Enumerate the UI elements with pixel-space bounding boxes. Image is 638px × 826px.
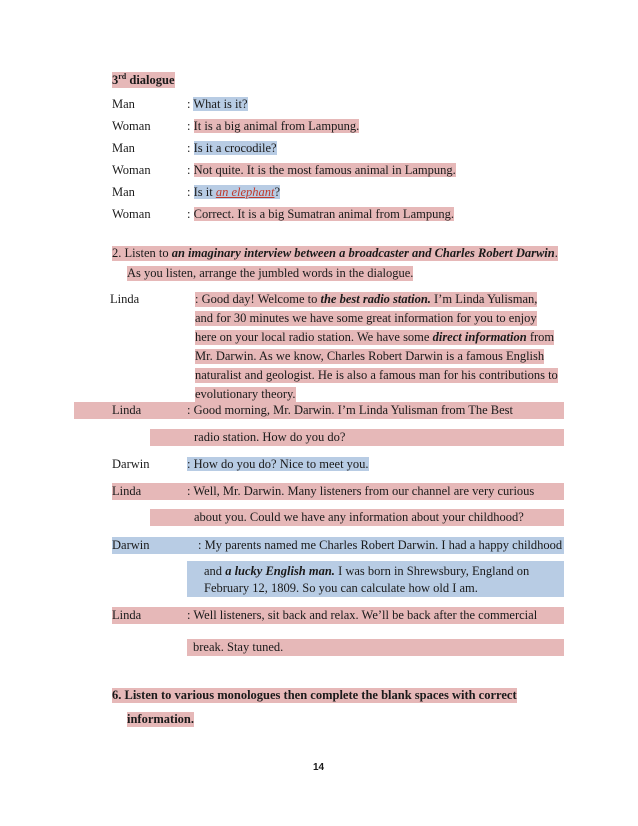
dialogue-line: : Correct. It is a big Sumatran animal from Lampung. bbox=[187, 207, 454, 221]
section-6-heading-cont: information. bbox=[127, 712, 195, 726]
intro-line: naturalist and geologist. He is also a famous man for his contributions to bbox=[195, 368, 558, 382]
section-2-instruction: As you listen, arrange the jumbled words in the dialogue. bbox=[127, 266, 414, 280]
speaker: Man bbox=[112, 185, 135, 199]
speaker: Darwin bbox=[112, 538, 150, 552]
section-6-heading: 6. Listen to various monologues then complete the blank spaces with correct bbox=[112, 688, 517, 702]
section-2-heading: 2. Listen to an imaginary interview between a broadcaster and Charles Robert Darwin. bbox=[112, 246, 558, 260]
dialogue-line: : Good morning, Mr. Darwin. I’m Linda Yulisman from The Best bbox=[187, 403, 514, 417]
dialogue-line: : Is it an elephant? bbox=[187, 185, 281, 199]
speaker: Linda bbox=[112, 403, 142, 417]
intro-line: evolutionary theory. bbox=[195, 387, 296, 401]
speaker: Linda bbox=[112, 484, 142, 498]
dialogue-line: : Is it a crocodile? bbox=[187, 141, 277, 155]
dialogue-line: : What is it? bbox=[187, 97, 248, 111]
dialogue-line: : Not quite. It is the most famous animal in Lampung. bbox=[187, 163, 456, 177]
dialogue-line: about you. Could we have any information about your childhood? bbox=[194, 510, 524, 524]
dialogue-line: : It is a big animal from Lampung. bbox=[187, 119, 360, 133]
dialogue-line: : Well listeners, sit back and relax. We’ll be back after the commercial bbox=[187, 608, 538, 622]
page-number: 14 bbox=[313, 762, 325, 773]
dialogue-line: : Well, Mr. Darwin. Many listeners from our channel are very curious bbox=[187, 484, 535, 498]
intro-line: : Good day! Welcome to the best radio station. I’m Linda Yulisman, bbox=[195, 292, 538, 306]
speaker: Linda bbox=[112, 608, 142, 622]
dialogue-line: : How do you do? Nice to meet you. bbox=[187, 457, 369, 471]
intro-line: and for 30 minutes we have some great information for you to enjoy bbox=[195, 311, 537, 325]
dialogue-line: radio station. How do you do? bbox=[194, 430, 346, 444]
speaker: Man bbox=[112, 97, 135, 111]
speaker: Woman bbox=[112, 207, 151, 221]
intro-line: Mr. Darwin. As we know, Charles Robert Darwin is a famous English bbox=[195, 349, 545, 363]
dialogue-line: and a lucky English man. I was born in Shrewsbury, England on bbox=[204, 564, 530, 578]
dialogue-line: : My parents named me Charles Robert Darwin. I had a happy childhood bbox=[198, 538, 563, 552]
dialogue-title: 3rd dialogue bbox=[112, 72, 175, 88]
dialogue-line: February 12, 1809. So you can calculate how old I am. bbox=[204, 581, 478, 595]
speaker: Woman bbox=[112, 163, 151, 177]
speaker: Darwin bbox=[112, 457, 150, 471]
dialogue-line: break. Stay tuned. bbox=[193, 640, 284, 654]
speaker: Linda bbox=[110, 292, 140, 306]
speaker: Man bbox=[112, 141, 135, 155]
intro-line: here on your local radio station. We have some direct information from bbox=[195, 330, 555, 344]
speaker: Woman bbox=[112, 119, 151, 133]
